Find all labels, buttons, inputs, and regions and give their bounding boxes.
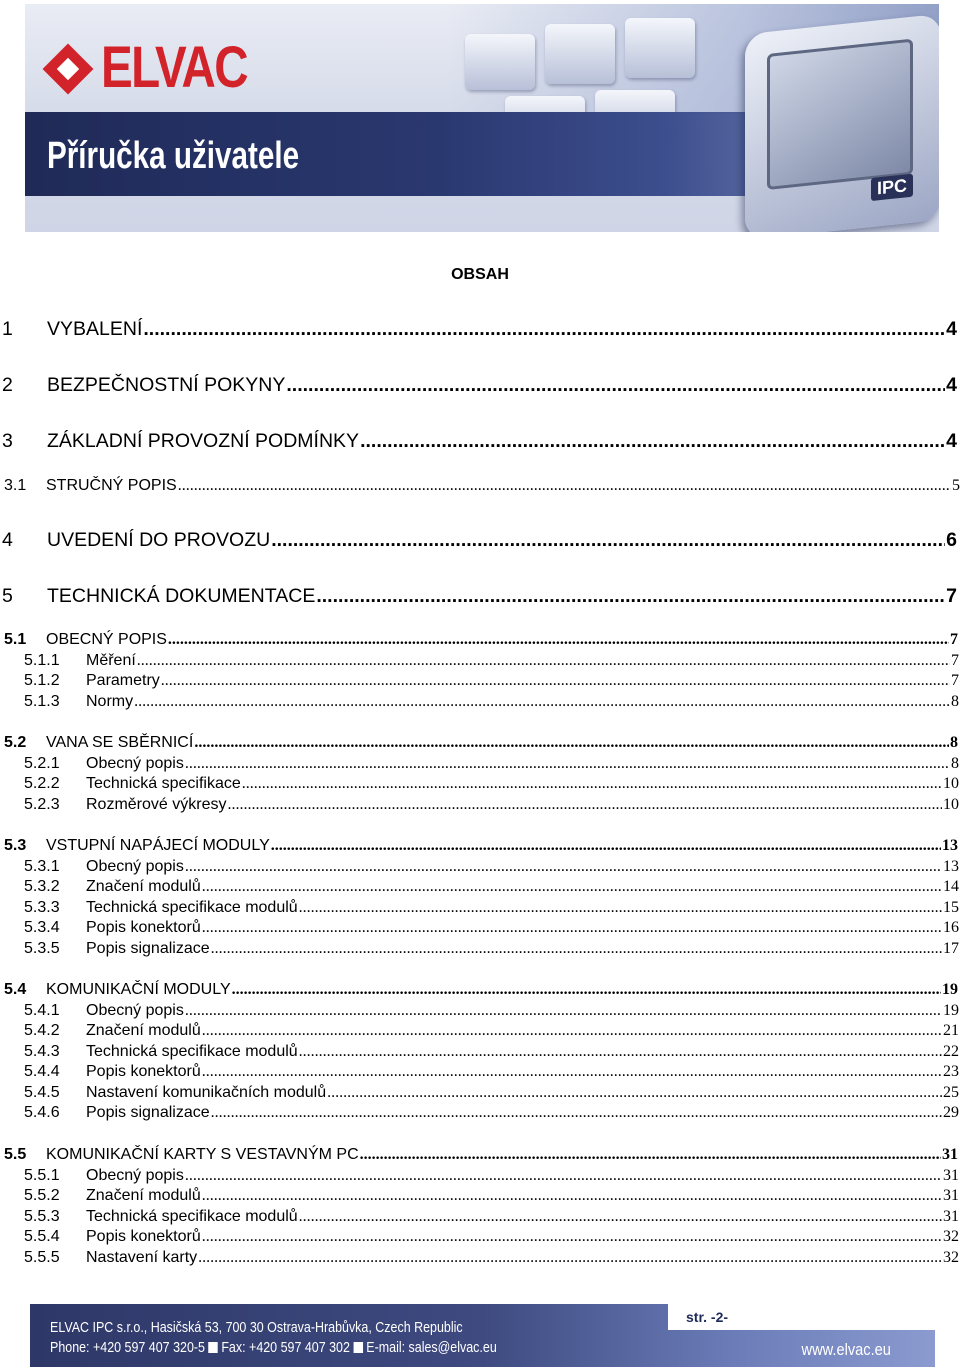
toc-entry[interactable]: 5.2.3 Rozměrové výkresy ..... 10 [0, 796, 959, 814]
toc-entry[interactable]: 5.1 OBECNÝ POPIS ..... 7 [0, 631, 958, 649]
toc-entry[interactable]: 5.5.1 Obecný popis ..... 31 [0, 1167, 959, 1185]
toc-entry[interactable]: 5.1.3 Normy ..... 8 [0, 693, 959, 711]
elvac-logo-text: ELVAC [101, 35, 247, 100]
toc-entry[interactable]: 5.5.5 Nastavení karty ..... 32 [0, 1249, 959, 1267]
toc-entry[interactable]: 5.4.2 Značení modulů ..... 21 [0, 1022, 959, 1040]
toc-entry[interactable]: 5.1.1 Měření ..... 7 [0, 652, 959, 670]
elvac-logo-icon [43, 44, 94, 95]
separator-icon [353, 1342, 362, 1353]
fax-number: Fax: +420 597 407 302 [221, 1340, 350, 1356]
toc-entry[interactable]: 5.3.1 Obecný popis ..... 13 [0, 858, 959, 876]
toc-title: OBSAH [451, 266, 509, 283]
toc-entry[interactable]: 3.1 STRUČNÝ POPIS ..... 5 [0, 477, 960, 495]
toc-entry[interactable]: 5.3 VSTUPNÍ NAPÁJECÍ MODULY ..... 13 [0, 837, 958, 855]
toc-entry[interactable]: 5.5 KOMUNIKAČNÍ KARTY S VESTAVNÝM PC ..... 31 [0, 1146, 958, 1164]
page-number: str. -2- [686, 1309, 729, 1325]
ipc-device-image [745, 14, 939, 232]
toc-entry[interactable]: 1 VYBALENÍ ..... 4 [0, 318, 957, 341]
website-link[interactable]: www.elvac.eu [801, 1340, 891, 1359]
toc-entry[interactable]: 5.4.6 Popis signalizace ..... 29 [0, 1104, 959, 1122]
toc-entry[interactable]: 5.2.2 Technická specifikace ..... 10 [0, 775, 959, 793]
toc-entry[interactable]: 5.4.4 Popis konektorů ..... 23 [0, 1063, 959, 1081]
toc-entry[interactable]: 3 ZÁKLADNÍ PROVOZNÍ PODMÍNKY ..... 4 [0, 430, 957, 453]
toc-entry[interactable]: 5.4.5 Nastavení komunikačních modulů ..... 25 [0, 1084, 959, 1102]
toc-entry[interactable]: 5.5.4 Popis konektorů ..... 32 [0, 1228, 959, 1246]
toc-entry[interactable]: 5.5.3 Technická specifikace modulů ..... 31 [0, 1208, 959, 1226]
keyboard-key-decoration [625, 18, 695, 78]
toc-entry[interactable]: 5.5.2 Značení modulů ..... 31 [0, 1187, 959, 1205]
header-banner [25, 4, 939, 232]
ipc-label: IPC [871, 174, 913, 201]
toc-entry[interactable]: 4 UVEDENÍ DO PROVOZU ..... 6 [0, 529, 957, 552]
keyboard-key-decoration [465, 34, 535, 90]
company-contact [50, 1340, 497, 1356]
toc-entry[interactable]: 2 BEZPEČNOSTNÍ POKYNY ..... 4 [0, 374, 957, 397]
toc-entry[interactable]: 5.4.1 Obecný popis ..... 19 [0, 1002, 959, 1020]
separator-icon [208, 1342, 217, 1353]
company-address: ELVAC IPC s.r.o., Hasičská 53, 700 30 Ostrava-Hrabůvka, Czech Republic [50, 1320, 463, 1336]
phone-number: Phone: +420 597 407 320-5 [50, 1340, 205, 1356]
email-address[interactable]: E-mail: sales@elvac.eu [366, 1340, 497, 1356]
toc-entry[interactable]: 5.4 KOMUNIKAČNÍ MODULY ..... 19 [0, 981, 958, 999]
keyboard-key-decoration [545, 24, 615, 84]
toc-entry[interactable]: 5 TECHNICKÁ DOKUMENTACE ..... 7 [0, 585, 957, 608]
manual-title: Příručka uživatele [47, 135, 300, 177]
toc-entry[interactable]: 5.3.2 Značení modulů ..... 14 [0, 878, 959, 896]
toc-entry[interactable]: 5.3.5 Popis signalizace ..... 17 [0, 940, 959, 958]
toc-entry[interactable]: 5.2.1 Obecný popis ..... 8 [0, 755, 959, 773]
toc-entry[interactable]: 5.3.4 Popis konektorů ..... 16 [0, 919, 959, 937]
page-footer [30, 1304, 935, 1367]
toc-entry[interactable]: 5.3.3 Technická specifikace modulů ..... 15 [0, 899, 959, 917]
toc-entry[interactable]: 5.1.2 Parametry ..... 7 [0, 672, 959, 690]
toc-entry[interactable]: 5.4.3 Technická specifikace modulů ..... 22 [0, 1043, 959, 1061]
ipc-screen [767, 39, 913, 190]
toc-entry[interactable]: 5.2 VANA SE SBĚRNICÍ ..... 8 [0, 734, 958, 752]
